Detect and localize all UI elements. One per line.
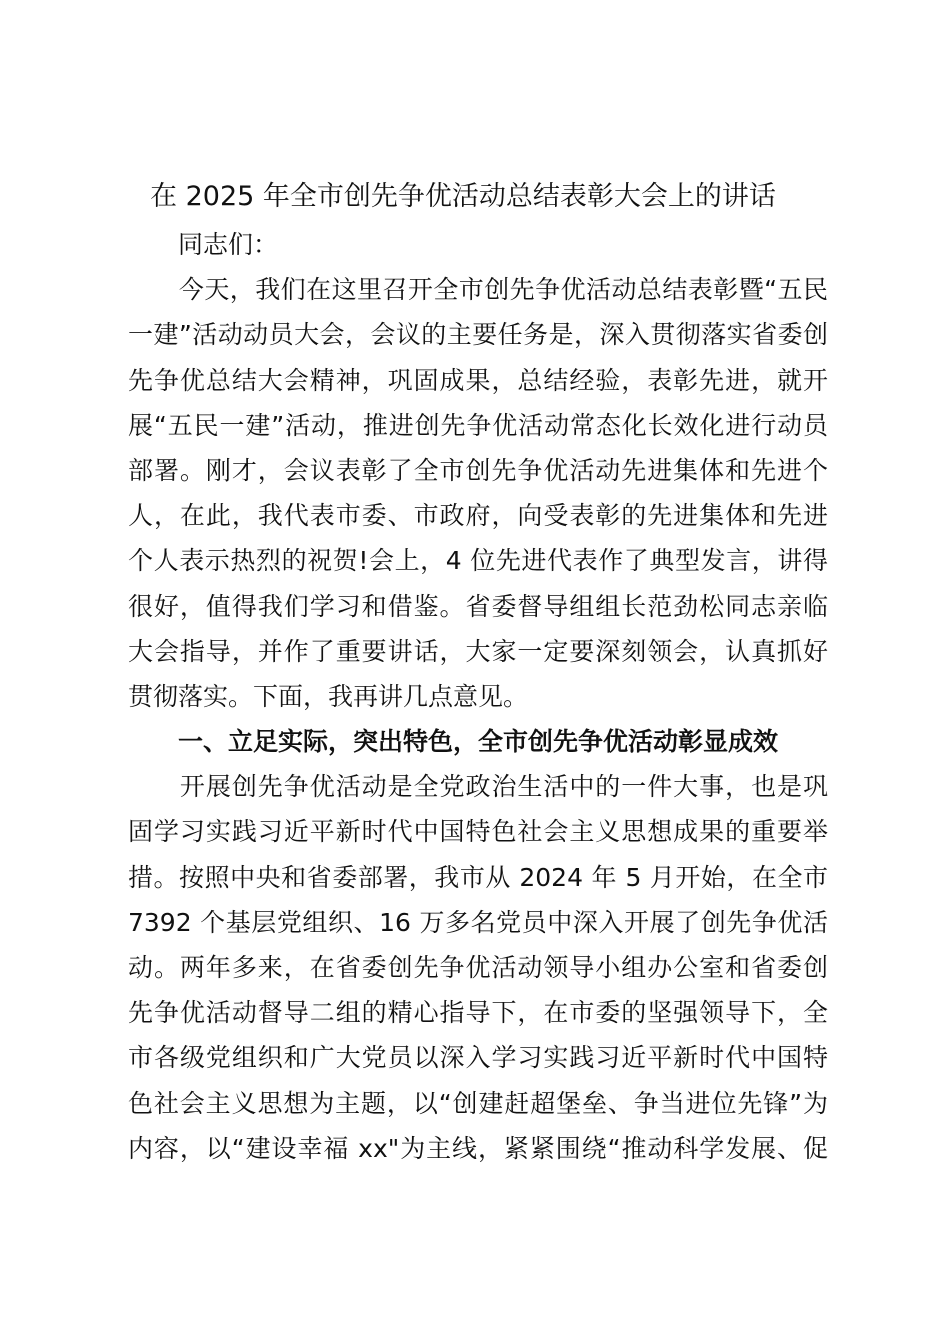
paragraph-line: 先争优总结大会精神，巩固成果，总结经验，表彰先进，就开: [128, 365, 828, 395]
paragraph-line: 措。按照中央和省委部署，我市从 2024 年 5 月开始，在全市: [128, 862, 828, 892]
paragraph-line: 开展创先争优活动是全党政治生活中的一件大事，也是巩: [128, 772, 828, 802]
paragraph-line: 大会指导，并作了重要讲话，大家一定要深刻领会，认真抓好: [128, 636, 828, 666]
paragraph-line: 今天，我们在这里召开全市创先争优活动总结表彰暨“五民: [128, 275, 828, 305]
paragraph-line: 贯彻落实。下面，我再讲几点意见。: [128, 681, 529, 711]
paragraph-line: 个人表示热烈的祝贺!会上，4 位先进代表作了典型发言，讲得: [128, 546, 828, 576]
paragraph-line: 7392 个基层党组织、16 万多名党员中深入开展了创先争优活: [128, 907, 828, 937]
document-title: 在 2025 年全市创先争优活动总结表彰大会上的讲话: [150, 181, 776, 212]
document-body: [128, 222, 828, 1171]
paragraph-line: 很好，值得我们学习和借鉴。省委督导组组长范劲松同志亲临: [128, 591, 828, 621]
paragraph-line: 动。两年多来，在省委创先争优活动领导小组办公室和省委创: [128, 953, 828, 982]
paragraph-line: 一建”活动动员大会，会议的主要任务是，深入贯彻落实省委创: [128, 320, 828, 350]
paragraph-line: 先争优活动督导二组的精心指导下，在市委的坚强领导下，全: [128, 998, 828, 1028]
paragraph-line: 色社会主义思想为主题，以“创建赶超堡垒、争当进位先锋”为: [128, 1088, 828, 1118]
paragraph-line: 市各级党组织和广大党员以深入学习实践习近平新时代中国特: [128, 1043, 828, 1073]
paragraph-line: 部署。刚才，会议表彰了全市创先争优活动先进集体和先进个: [128, 455, 828, 485]
paragraph-line: 固学习实践习近平新时代中国特色社会主义思想成果的重要举: [128, 817, 828, 847]
paragraph-line: 人，在此，我代表市委、市政府，向受表彰的先进集体和先进: [128, 501, 828, 531]
section-heading: 一、立足实际，突出特色，全市创先争优活动彰显成效: [128, 727, 779, 757]
paragraph-line: 内容，以“建设幸福 xx"为主线，紧紧围绕“推动科学发展、促: [128, 1133, 828, 1163]
salutation-line: 同志们：: [128, 230, 279, 259]
paragraph-line: 展“五民一建”活动，推进创先争优活动常态化长效化进行动员: [128, 410, 828, 440]
